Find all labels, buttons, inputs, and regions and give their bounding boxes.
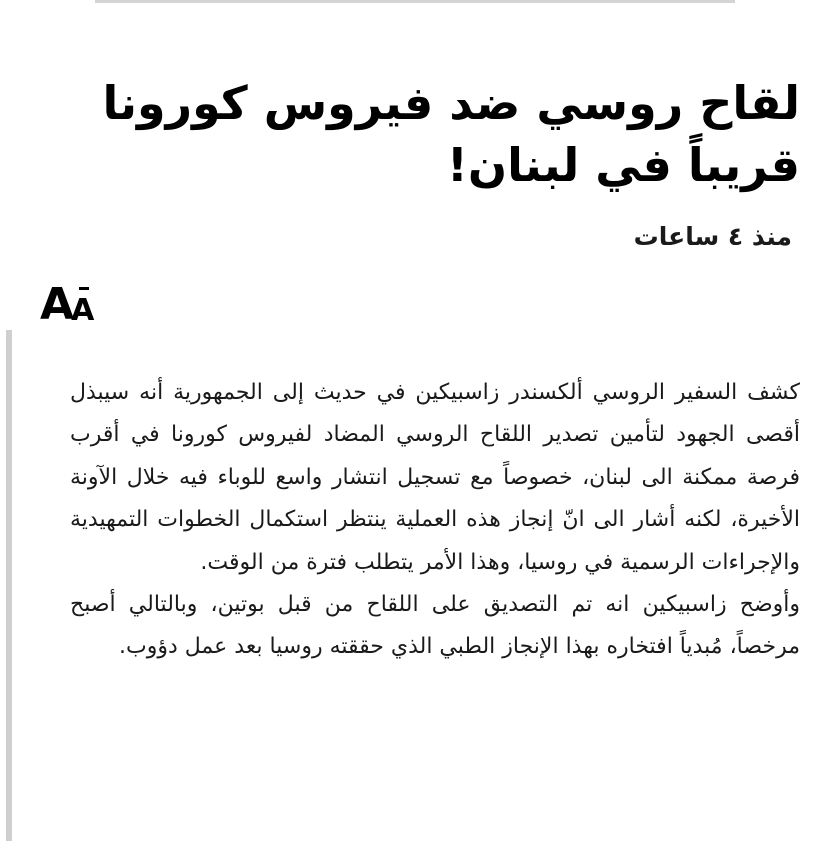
font-size-large-icon: A (40, 279, 72, 330)
font-size-small-icon: A (71, 293, 95, 328)
top-divider (95, 0, 735, 3)
article-paragraph: وأوضح زاسبيكين انه تم التصديق على اللقاح من قبل بوتين، وبالتالي أصبح مرخصاً، مُبدياً افتخاره بهذا الإنجاز الطبي الذي حققته روسيا بعد عمل دؤوب. (70, 592, 800, 660)
article-paragraph: كشف السفير الروسي ألكسندر زاسبيكين في حديث إلى الجمهورية أنه سيبذل أقصى الجهود لتأمين تصدير اللقاح الروسي المضاد لفيروس كورونا في أقرب فرصة ممكنة الى لبنان، خصوصاً مع تسجيل انتشار واسع للوباء فيه خلال الآونة الأخيرة، لكنه أشار الى انّ إنجاز هذه العملية ينتظر استكمال الخطوات التمهيدية والإجراءات الرسمية في روسيا، وهذا الأمر يتطلب فترة من الوقت. (70, 380, 800, 575)
article-body (70, 372, 800, 669)
article-title: لقاح روسي ضد فيروس كورونا قريباً في لبنان! (102, 76, 800, 192)
article-timestamp: منذ ٤ ساعات (633, 222, 792, 251)
font-size-toggle-button[interactable] (40, 279, 95, 330)
scrollbar[interactable] (6, 330, 12, 841)
